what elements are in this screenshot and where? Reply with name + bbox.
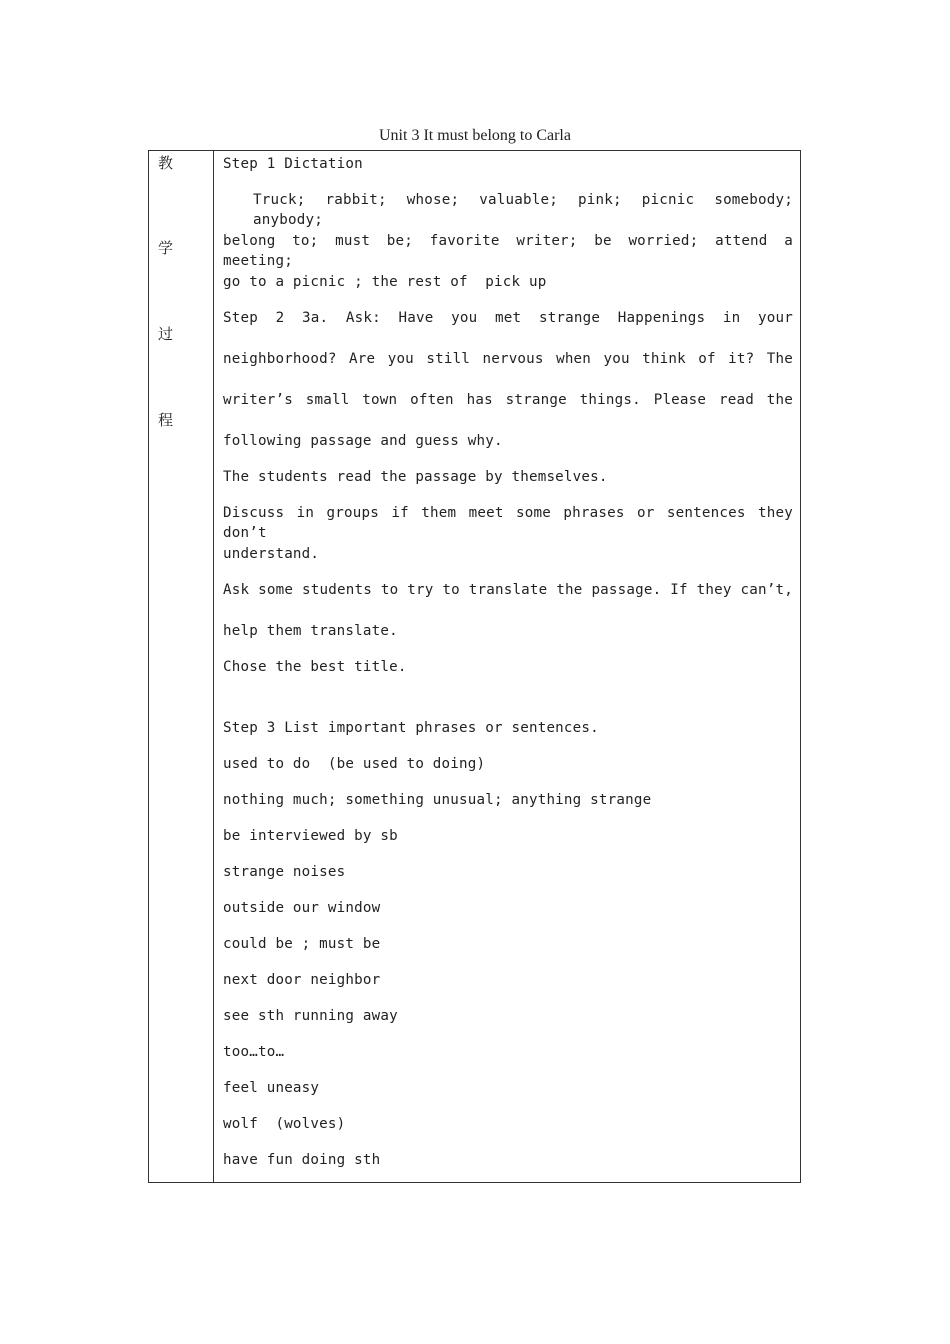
- label-char: 学: [158, 239, 174, 257]
- label-column: [149, 151, 214, 1182]
- phrase-item: strange noises: [223, 864, 346, 880]
- phrase-item: feel uneasy: [223, 1080, 320, 1096]
- text-line: go to a picnic ; the rest of pick up: [223, 274, 547, 290]
- text-line: understand.: [223, 546, 320, 562]
- lesson-table: [148, 150, 801, 1183]
- text-line: help them translate.: [223, 623, 398, 639]
- label-char: 教: [158, 154, 174, 172]
- step-heading: Step 2 3a. Ask: Have you met strange Happenings in your: [223, 310, 793, 326]
- label-char: 过: [158, 325, 174, 343]
- text-line: writer’s small town often has strange things. Please read the: [223, 392, 793, 408]
- phrase-item: next door neighbor: [223, 972, 381, 988]
- phrase-item: used to do (be used to doing): [223, 756, 486, 772]
- text-line: following passage and guess why.: [223, 433, 503, 449]
- text-line: Chose the best title.: [223, 659, 407, 675]
- step-heading: Step 1 Dictation: [223, 156, 363, 172]
- phrase-item: wolf (wolves): [223, 1116, 346, 1132]
- phrase-item: nothing much; something unusual; anything strange: [223, 792, 652, 808]
- step-heading: Step 3 List important phrases or sentences.: [223, 720, 599, 736]
- text-line: neighborhood? Are you still nervous when you think of it? The: [223, 351, 793, 367]
- phrase-item: outside our window: [223, 900, 381, 916]
- text-line: belong to; must be; favorite writer; be worried; attend a meeting;: [223, 233, 793, 269]
- phrase-item: see sth running away: [223, 1008, 398, 1024]
- phrase-item: too…to…: [223, 1044, 285, 1060]
- phrase-item: could be ; must be: [223, 936, 381, 952]
- phrase-item: be interviewed by sb: [223, 828, 398, 844]
- text-line: Ask some students to try to translate the passage. If they can’t,: [223, 582, 793, 598]
- text-line: Truck; rabbit; whose; valuable; pink; picnic somebody; anybody;: [253, 192, 793, 228]
- document-title: Unit 3 It must belong to Carla: [379, 127, 571, 144]
- label-char: 程: [158, 411, 174, 429]
- phrase-item: have fun doing sth: [223, 1152, 381, 1168]
- text-line: Discuss in groups if them meet some phrases or sentences they don’t: [223, 505, 793, 541]
- text-line: The students read the passage by themselves.: [223, 469, 608, 485]
